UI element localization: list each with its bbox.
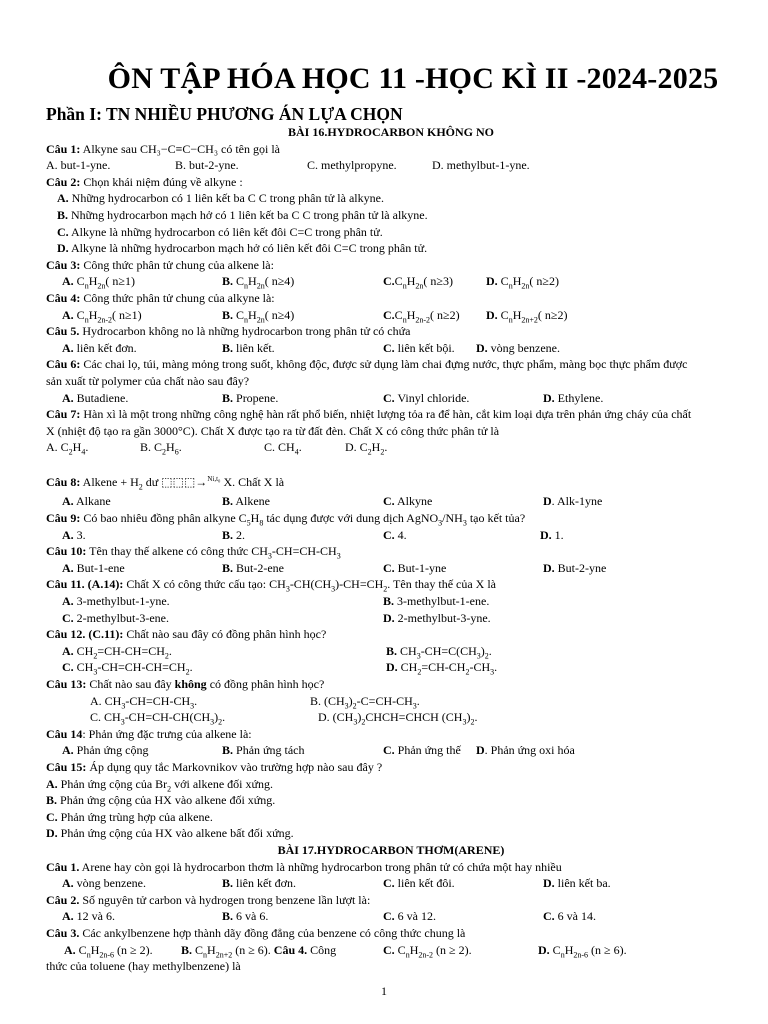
question-4: Câu 4: Công thức phân tử chung của alkyne là: [46,290,275,305]
question-6-cont: sản xuất từ polymer của chất nào sau đây? [46,373,250,388]
question-12: Câu 12. (C.11): Chất nào sau đây có đồng phân hình học? [46,627,327,642]
section-heading-17: BÀI 17.HYDROCARBON THƠM(ARENE) [277,842,505,857]
arene-question-2: Câu 2. Số nguyên tử carbon và hydrogen trong benzene lần lượt là: [46,892,371,907]
question-14-options: A. Phản ứng cộng B. Phản ứng tách C. Phản ứng thế D. Phản ứng oxi hóa [62,743,575,758]
option-b: B. Những hydrocarbon mạch hở có 1 liên kết ba C C trong phân tử là alkyne. [57,207,428,222]
question-12-options-cd: C. $CH_3-CH=CH-CH=CH_2$. D. $CH_2=CH-CH_2-CH_3$. [62,660,498,677]
question-9-options: A. 3. B. 2. C. 4. D. 1. [62,527,564,542]
question-15-option-a: A. Phản ứng cộng của $Br_2$ với alkene đối xứng. [46,776,273,793]
option-d: D. Alkyne là những hydrocarbon mạch hở có liên kết đôi C=C trong phân tử. [57,241,428,256]
arene-question-3: Câu 3. Các ankylbenzene hợp thành dãy đồng đẳng của benzene có công thức chung là [46,925,466,940]
question-15-option-d: D. Phản ứng cộng của HX vào alkene bất đối xứng. [46,826,294,841]
question-13-options-ab: A. $CH_3-CH=CH-CH_3$. B. $(CH_3)_2-C=CH-CH_3$. [90,693,420,710]
document-title: ÔN TẬP HÓA HỌC 11 -HỌC KÌ II -2024-2025 [107,62,719,95]
arene-question-1-options: A. vòng benzene. B. liên kết đơn. C. liên kết đôi. D. liên kết ba. [62,876,611,891]
question-6: Câu 6: Các chai lọ, túi, màng mỏng trong suốt, không độc, được sử dụng làm chai đựng nước, thực phẩm, màng bọc thực phẩm được [46,357,688,372]
question-2: Câu 2: Chọn khái niệm đúng về alkyne : [46,174,243,189]
question-5-options: A. liên kết đơn. B. liên kết. C. liên kết bội. D. vòng benzene. [62,340,560,355]
question-13: Câu 13: Chất nào sau đây không có đồng phân hình học? [46,677,325,691]
question-13-options-cd: C. $CH_3-CH=CH-CH(CH_3)_2$. D. $(CH_3)_2CHCH=CHCH$ $(CH_3)_2$. [90,710,478,727]
question-7: Câu 7: Hàn xì là một trong những công nghệ hàn rất phổ biến, nhiệt lượng tỏa ra để hàn, cắt kim loại dựa trên phản ứng cháy của chất [46,407,692,422]
arene-question-4-cont: thức của toluene (hay methylbenzene) là [46,959,241,974]
question-11: Câu 11. (A.14): Chất X có công thức cấu tạo: $CH_3-CH(CH_3)-CH=CH_2$. Tên thay thế của X là [46,577,497,594]
question-7-options: A. $C_2H_4$. B. $C_2H_6$. C. $CH_4$. D. $C_2H_2$. [46,440,388,457]
question-3-options: A. $C_nH_{2n}$( n≥1) B. $C_nH_{2n}$( n≥4) $C.C_nH_{2n}$( n≥3) D. $C_nH_{2n}$( n≥2) [62,274,559,291]
document-body [46,124,736,975]
question-10-options: A. But-1-ene B. But-2-ene C. But-1-yne D. But-2-yne [62,560,607,575]
question-11-options-cd: C. 2-methylbut-3-ene. D. 2-methylbut-3-yne. [62,610,491,625]
question-12-options-ab: A. $CH_2=CH-CH=CH_2$. B. $CH_3-CH=C(CH_3)_2$. [62,643,492,661]
question-6-options: A. Butadiene. B. Propene. C. Vinyl chloride. D. Ethylene. [62,390,604,405]
option-a: A. Những hydrocarbon có 1 liên kết ba C C trong phân tử là alkyne. [57,191,384,206]
question-15-option-b: B. Phản ứng cộng của HX vào alkene đối xứng. [46,793,276,808]
question-1-options: A. but-1-yne. B. but-2-yne. C. methylpropyne. D. methylbut-1-yne. [46,158,530,173]
question-4-options: A. $C_nH_{2n-2}$( n≥1) B. $C_nH_{2n}$( n≥4) $C.C_nH_{2n-2}$( n≥2) D. $C_nH_{2n+2}$( n≥2) [62,307,568,324]
question-15: Câu 15: Áp dụng quy tắc Markovnikov vào trường hợp nào sau đây ? [46,759,383,774]
question-11-options-ab: A. 3-methylbut-1-yne. B. 3-methylbut-1-ene. [62,594,490,609]
section-heading-16: BÀI 16.HYDROCARBON KHÔNG NO [287,125,494,139]
question-9: Câu 9: Có bao nhiêu đồng phân alkyne $C_5H_8$ tác dụng được với dung dịch $AgNO_3/NH_3$ tạo kết tủa? [46,511,526,528]
question-15-option-c: C. Phản ứng trùng hợp của alkene. [46,809,213,824]
question-1: Câu 1: Alkyne sau CH₃−C≡C−CH₃ có tên gọi là [46,141,281,156]
arene-question-1: Câu 1. Arene hay còn gọi là hydrocarbon thơm là những hydrocarbon trong phân tử có chứa một hay nhiều [46,859,562,874]
question-3: Câu 3: Công thức phân tử chung của alkene là: [46,257,274,272]
question-14: Câu 14: Phản ứng đặc trưng của alkene là: [46,726,252,741]
question-8-options: A. Alkane B. Alkene C. Alkyne D. Alk-1yne [62,494,603,509]
option-c: C. Alkyne là những hydrocarbon có liên kết đôi C=C trong phân tử. [57,224,383,239]
arene-question-3-options: A. $C_nH_{2n-6}$ (n ≥ 2). B. $C_nH_{2n+2}$ (n ≥ 6). Câu 4. Công C. $C_nH_{2n-2}$ (n ≥ 2). D. $C_nH_{2n-6}$ (n ≥ 6). [64,942,627,959]
page-number: 1 [381,984,387,998]
question-5: Câu 5. Hydrocarbon không no là những hydrocarbon trong phân tử có chứa [46,324,411,339]
part-heading: Phần I: TN NHIỀU PHƯƠNG ÁN LỰA CHỌN [46,104,403,124]
question-7-cont: X (nhiệt độ tạo ra gần 3000°C). Chất X được tạo ra từ đất đèn. Chất X có công thức phân tử là [46,423,500,438]
arene-question-2-options: A. 12 và 6. B. 6 và 6. C. 6 và 12. C. 6 và 14. [62,909,596,924]
question-8: Câu 8: Alkene + $H_2$ dư ⬚⬚⬚→$^{Ni,t_0}$ X. Chất X là [46,474,285,492]
question-10: Câu 10: Tên thay thế alkene có công thức $CH_3-CH=CH-CH_3$ [46,544,341,561]
